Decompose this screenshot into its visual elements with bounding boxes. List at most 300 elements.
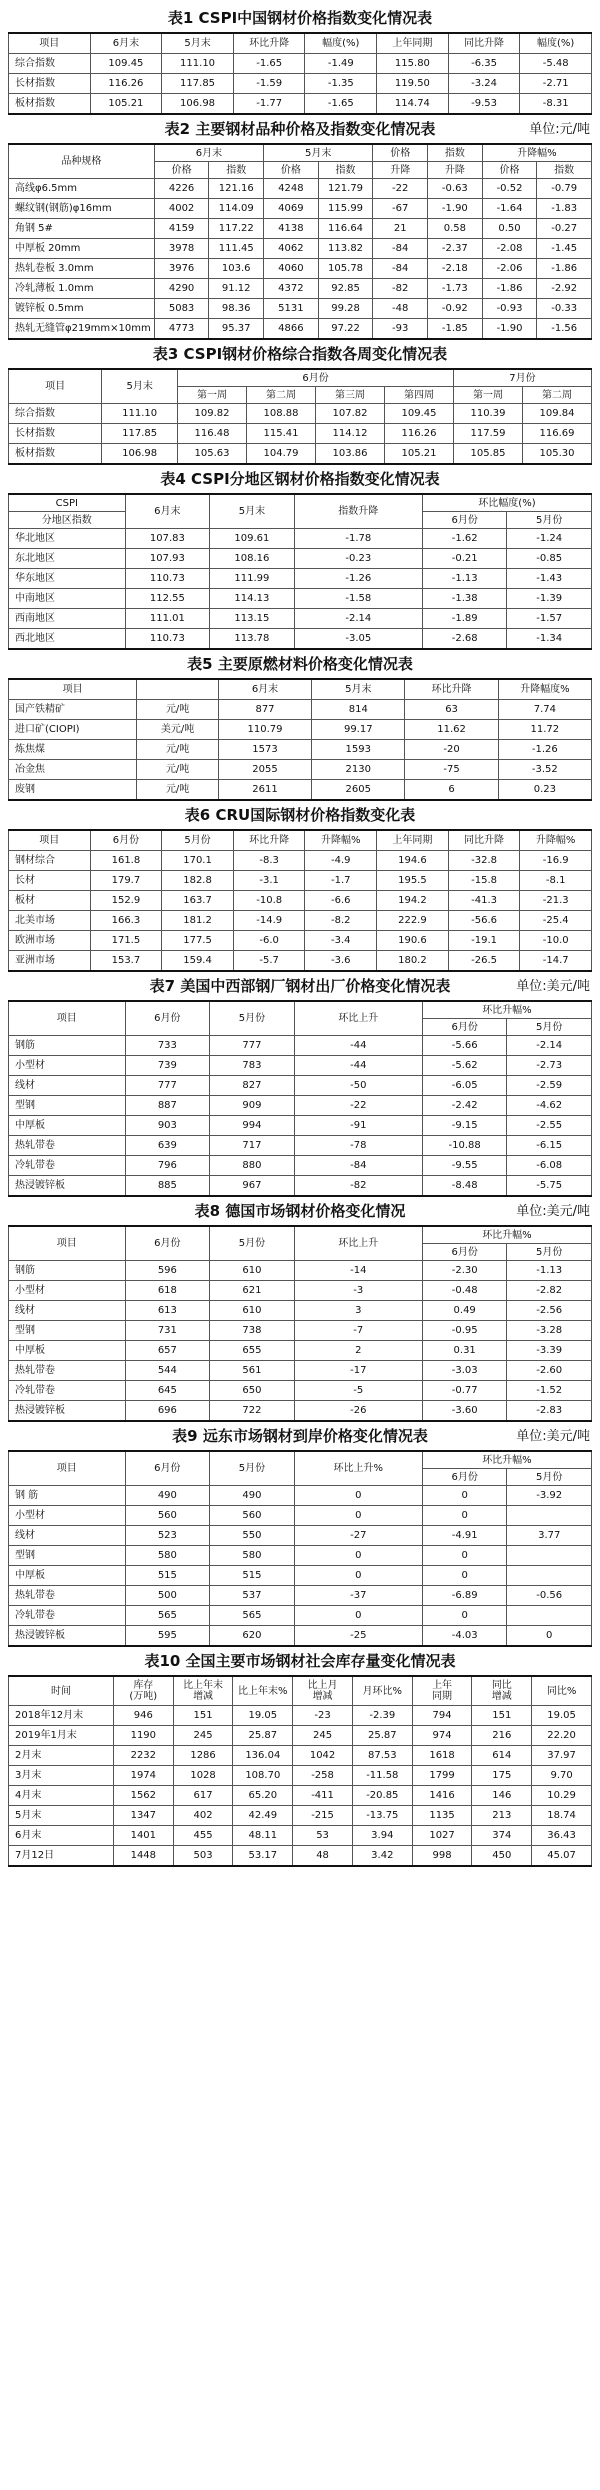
table-cell: 元/吨 (137, 700, 219, 720)
table-cell: -1.24 (507, 529, 592, 549)
table-cell: 3 (294, 1301, 422, 1321)
table-cell: -4.9 (305, 851, 377, 871)
table-cell: 4060 (264, 259, 319, 279)
row-label: 7月12日 (9, 1846, 114, 1867)
table-cell: -1.90 (428, 199, 483, 219)
table-cell: 116.48 (178, 424, 247, 444)
table-cell: 216 (472, 1726, 532, 1746)
table-cell: 3.94 (352, 1826, 412, 1846)
table-header-row: CSPI 6月末 5月末 指数升降 环比幅度(%) (9, 494, 592, 512)
table-cell: -258 (293, 1766, 353, 1786)
table-cell: -1.86 (482, 279, 537, 299)
table-cell: 152.9 (90, 891, 162, 911)
table-cell: -2.14 (294, 609, 422, 629)
table-cell: -1.35 (305, 74, 377, 94)
table-cell: -11.58 (352, 1766, 412, 1786)
row-label: 热轧带卷 (9, 1586, 126, 1606)
row-label: 小型材 (9, 1506, 126, 1526)
table-cell: 0 (422, 1566, 507, 1586)
table-row (9, 299, 592, 319)
table-row (9, 1321, 592, 1341)
row-label: 5月末 (9, 1806, 114, 1826)
table-cell: -0.56 (507, 1586, 592, 1606)
table-cell: 111.10 (162, 54, 234, 74)
table-cell: 136.04 (233, 1746, 293, 1766)
table-cell: 19.05 (532, 1706, 592, 1726)
table-cell: -1.86 (537, 259, 592, 279)
table-cell: 6 (405, 780, 498, 801)
table-cell: -48 (373, 299, 428, 319)
table-cell: 1027 (412, 1826, 472, 1846)
table-cell: 0 (422, 1546, 507, 1566)
table-cell: 503 (173, 1846, 233, 1867)
table-cell: -1.45 (537, 239, 592, 259)
table-row (9, 1301, 592, 1321)
table-cell: -2.08 (482, 239, 537, 259)
table-cell: -44 (294, 1036, 422, 1056)
table-cell: -2.30 (422, 1261, 507, 1281)
table-row (9, 529, 592, 549)
table-row (9, 891, 592, 911)
table-cell: -17 (294, 1361, 422, 1381)
table-cell: -3.52 (498, 760, 591, 780)
table-cell: 5083 (154, 299, 209, 319)
table-cell: 1042 (293, 1746, 353, 1766)
row-label: 进口矿(CIOPI) (9, 720, 137, 740)
table-cell: 4138 (264, 219, 319, 239)
table-row (9, 1766, 592, 1786)
row-label: 型钢 (9, 1546, 126, 1566)
table-cell: 108.88 (247, 404, 316, 424)
table-row (9, 1261, 592, 1281)
table-row (9, 239, 592, 259)
table-cell: 560 (210, 1506, 295, 1526)
table-cell: 113.82 (318, 239, 373, 259)
table-row (9, 780, 592, 801)
table-cell: 114.13 (210, 589, 295, 609)
table-cell: 107.82 (316, 404, 385, 424)
table-cell: -8.3 (233, 851, 305, 871)
table-cell: 515 (210, 1566, 295, 1586)
table-cell: 116.64 (318, 219, 373, 239)
table-row (9, 219, 592, 239)
table-cell: 777 (210, 1036, 295, 1056)
row-label: 中厚板 (9, 1116, 126, 1136)
table-cell: 146 (472, 1786, 532, 1806)
table-row (9, 74, 592, 94)
table-cell: 1593 (312, 740, 405, 760)
table-cell: 374 (472, 1826, 532, 1846)
table-cell: 114.74 (377, 94, 449, 115)
table-cell: -1.90 (482, 319, 537, 340)
table-header-row: 项目 5月末 6月份 7月份 (9, 369, 592, 387)
table-cell: -82 (294, 1176, 422, 1197)
table-cell: 105.30 (522, 444, 591, 465)
row-label: 型钢 (9, 1096, 126, 1116)
row-label: 热浸镀锌板 (9, 1626, 126, 1647)
table-row (9, 424, 592, 444)
table-row (9, 1136, 592, 1156)
table-cell: 115.41 (247, 424, 316, 444)
table-row (9, 404, 592, 424)
table-cell: -2.14 (507, 1036, 592, 1056)
row-label: 高线φ6.5mm (9, 179, 155, 199)
table1-title: 表1 CSPI中国钢材价格指数变化情况表 (167, 9, 433, 27)
row-label: 北美市场 (9, 911, 91, 931)
row-label: 板材指数 (9, 444, 102, 465)
table-cell: -1.78 (294, 529, 422, 549)
table-cell: 105.21 (90, 94, 162, 115)
table-row (9, 1281, 592, 1301)
table-cell: -8.31 (520, 94, 592, 115)
table-cell: 2605 (312, 780, 405, 801)
table-cell: 108.70 (233, 1766, 293, 1786)
table-cell: -2.06 (482, 259, 537, 279)
table-row (9, 1566, 592, 1586)
table-cell: 4290 (154, 279, 209, 299)
table-cell: -6.15 (507, 1136, 592, 1156)
table-cell: -3.4 (305, 931, 377, 951)
table-cell: -1.77 (233, 94, 305, 115)
table6-section (8, 805, 592, 972)
table-cell: 696 (125, 1401, 210, 1422)
table-cell: -6.89 (422, 1586, 507, 1606)
table-cell: 490 (210, 1486, 295, 1506)
table-cell: -5.62 (422, 1056, 507, 1076)
table-cell: 3.77 (507, 1526, 592, 1546)
table-cell: -5.48 (520, 54, 592, 74)
table-cell: 111.10 (102, 404, 178, 424)
table-cell: 113.15 (210, 609, 295, 629)
table-cell: 95.37 (209, 319, 264, 340)
table-cell: -2.71 (520, 74, 592, 94)
table10-section (8, 1651, 592, 1867)
table-row (9, 871, 592, 891)
table-cell: -1.59 (233, 74, 305, 94)
table1-section (8, 8, 592, 115)
table-row (9, 700, 592, 720)
table-cell: -10.88 (422, 1136, 507, 1156)
table-cell: 0.49 (422, 1301, 507, 1321)
table-cell: 565 (125, 1606, 210, 1626)
table-cell: -14.9 (233, 911, 305, 931)
table-cell: 91.12 (209, 279, 264, 299)
table9-section (8, 1426, 592, 1647)
row-label: 小型材 (9, 1056, 126, 1076)
row-label: 钢筋 (9, 1036, 126, 1056)
row-label: 板材指数 (9, 94, 91, 115)
row-label: 3月末 (9, 1766, 114, 1786)
row-label: 热轧卷板 3.0mm (9, 259, 155, 279)
table-cell: 116.69 (522, 424, 591, 444)
table-cell: 4159 (154, 219, 209, 239)
table-row (9, 951, 592, 972)
row-label: 欧洲市场 (9, 931, 91, 951)
table-cell: 179.7 (90, 871, 162, 891)
table-cell: 560 (125, 1506, 210, 1526)
table-cell: 650 (210, 1381, 295, 1401)
table-cell: -7 (294, 1321, 422, 1341)
table-row (9, 444, 592, 465)
row-label: 长材 (9, 871, 91, 891)
table-cell: -16.9 (520, 851, 592, 871)
table7-title: 表7 美国中西部钢厂钢材出厂价格变化情况表 单位:美元/吨 (149, 977, 590, 995)
table-cell: 515 (125, 1566, 210, 1586)
table-cell: 621 (210, 1281, 295, 1301)
table-cell: -93 (373, 319, 428, 340)
table-cell: 877 (218, 700, 311, 720)
table-cell: -19.1 (448, 931, 520, 951)
table-header-row: 项目 6月份 5月份 环比上升 环比升幅% (9, 1001, 592, 1019)
table-cell: 元/吨 (137, 740, 219, 760)
table-row (9, 1746, 592, 1766)
table-row (9, 1381, 592, 1401)
table-cell: 111.99 (210, 569, 295, 589)
table-cell: -2.92 (537, 279, 592, 299)
row-label: 冶金焦 (9, 760, 137, 780)
table-cell: 880 (210, 1156, 295, 1176)
table5 (8, 678, 592, 801)
row-label: 线材 (9, 1076, 126, 1096)
table-cell: 194.6 (377, 851, 449, 871)
table-cell: -3 (294, 1281, 422, 1301)
table-cell: 994 (210, 1116, 295, 1136)
table-cell: 974 (412, 1726, 472, 1746)
table6 (8, 829, 592, 972)
table-cell: 98.36 (209, 299, 264, 319)
table-cell: 18.74 (532, 1806, 592, 1826)
table-cell: 170.1 (162, 851, 234, 871)
table-cell: 4069 (264, 199, 319, 219)
table-cell: -0.21 (422, 549, 507, 569)
row-label: 西南地区 (9, 609, 126, 629)
table1 (8, 32, 592, 115)
table-cell: -1.43 (507, 569, 592, 589)
table-cell: 109.82 (178, 404, 247, 424)
table-cell: 450 (472, 1846, 532, 1867)
table-cell: 3978 (154, 239, 209, 259)
table-cell: 565 (210, 1606, 295, 1626)
table-row (9, 1726, 592, 1746)
table-cell: -6.08 (507, 1156, 592, 1176)
table-cell (507, 1506, 592, 1526)
table-cell: 4002 (154, 199, 209, 219)
table-row (9, 94, 592, 115)
table-cell: 181.2 (162, 911, 234, 931)
table-cell: 3976 (154, 259, 209, 279)
table-cell: 117.85 (162, 74, 234, 94)
table4 (8, 493, 592, 650)
table-cell: -4.62 (507, 1096, 592, 1116)
table-cell: 53 (293, 1826, 353, 1846)
table-cell: 500 (125, 1586, 210, 1606)
table-header-row: 品种规格 6月末 5月末 价格 指数 升降幅% (9, 144, 592, 162)
table-cell: -0.95 (422, 1321, 507, 1341)
table-row (9, 1096, 592, 1116)
table-cell: 159.4 (162, 951, 234, 972)
table-cell: -1.13 (507, 1261, 592, 1281)
table9-unit: 单位:美元/吨 (516, 1429, 590, 1444)
table5-section (8, 654, 592, 801)
table-cell: -1.13 (422, 569, 507, 589)
table-cell: 1573 (218, 740, 311, 760)
table-cell: -1.65 (233, 54, 305, 74)
table-cell: -2.60 (507, 1361, 592, 1381)
table-cell: -75 (405, 760, 498, 780)
table-cell: 元/吨 (137, 780, 219, 801)
table-cell: -26.5 (448, 951, 520, 972)
table-cell: -3.60 (422, 1401, 507, 1422)
table-cell: 元/吨 (137, 760, 219, 780)
table-cell: 2 (294, 1341, 422, 1361)
table-header-row: 项目 6月份 5月份 环比上升 环比升幅% (9, 1226, 592, 1244)
row-label: 冷轧带卷 (9, 1381, 126, 1401)
table-cell: 1416 (412, 1786, 472, 1806)
table-cell: -3.1 (233, 871, 305, 891)
table-cell: 99.17 (312, 720, 405, 740)
table-cell: 11.72 (498, 720, 591, 740)
table-cell: -0.33 (537, 299, 592, 319)
table-cell: 0 (294, 1506, 422, 1526)
table-cell: -78 (294, 1136, 422, 1156)
table-cell: 245 (173, 1726, 233, 1746)
table-cell: 909 (210, 1096, 295, 1116)
table-cell: 645 (125, 1381, 210, 1401)
row-label: 热浸镀锌板 (9, 1176, 126, 1197)
row-label: 亚洲市场 (9, 951, 91, 972)
table6-title: 表6 CRU国际钢材价格指数变化表 (184, 806, 416, 824)
table-cell: -22 (294, 1096, 422, 1116)
table10-title: 表10 全国主要市场钢材社会库存量变化情况表 (144, 1652, 456, 1670)
table8-title: 表8 德国市场钢材价格变化情况 单位:美元/吨 (194, 1202, 590, 1220)
table-cell: -0.63 (428, 179, 483, 199)
table-cell: 550 (210, 1526, 295, 1546)
row-label: 钢 筋 (9, 1486, 126, 1506)
table10 (8, 1675, 592, 1867)
table-cell: -1.57 (507, 609, 592, 629)
table-cell: -84 (294, 1156, 422, 1176)
row-label: 西北地区 (9, 629, 126, 650)
table-cell: 美元/吨 (137, 720, 219, 740)
row-label: 螺纹钢(钢筋)φ16mm (9, 199, 155, 219)
table-cell: -6.35 (448, 54, 520, 74)
table-cell: -2.82 (507, 1281, 592, 1301)
table-row (9, 1586, 592, 1606)
table-header-row: 第一周 第二周 第三周 第四周 第一周 第二周 (9, 387, 592, 404)
table-cell: 99.28 (318, 299, 373, 319)
table-cell: -0.77 (422, 1381, 507, 1401)
row-label: 4月末 (9, 1786, 114, 1806)
table-cell: 618 (125, 1281, 210, 1301)
table-cell: 4062 (264, 239, 319, 259)
table-cell: 544 (125, 1361, 210, 1381)
table-header-row: 项目 6月末 5月末 环比升降 幅度(%) 上年同期 同比升降 幅度(%) (9, 33, 592, 54)
table-cell: -10.8 (233, 891, 305, 911)
table-header-row: 项目 6月份 5月份 环比升降 升降幅% 上年同期 同比升降 升降幅% (9, 830, 592, 851)
table-cell: 0 (294, 1486, 422, 1506)
table-cell: -1.58 (294, 589, 422, 609)
table-cell: -15.8 (448, 871, 520, 891)
table-row (9, 1076, 592, 1096)
table-cell: -6.05 (422, 1076, 507, 1096)
table-cell: 0.50 (482, 219, 537, 239)
table-cell: 114.12 (316, 424, 385, 444)
table-cell: 110.73 (125, 569, 210, 589)
table-cell: 0 (294, 1546, 422, 1566)
table4-section (8, 469, 592, 650)
row-label: 长材指数 (9, 74, 91, 94)
table-cell: 180.2 (377, 951, 449, 972)
table-cell: -14.7 (520, 951, 592, 972)
table-cell: 731 (125, 1321, 210, 1341)
table-cell: 48.11 (233, 1826, 293, 1846)
table-row (9, 179, 592, 199)
table-cell: 222.9 (377, 911, 449, 931)
table-cell: 108.16 (210, 549, 295, 569)
table-cell: -1.83 (537, 199, 592, 219)
table-cell: 9.70 (532, 1766, 592, 1786)
table-cell: 175 (472, 1766, 532, 1786)
table-header-row: 项目 6月份 5月份 环比上升% 环比升幅% (9, 1451, 592, 1469)
table-cell: -20.85 (352, 1786, 412, 1806)
table-row (9, 1506, 592, 1526)
table-cell: -9.53 (448, 94, 520, 115)
table-cell: 887 (125, 1096, 210, 1116)
table-cell: 827 (210, 1076, 295, 1096)
row-label: 2月末 (9, 1746, 114, 1766)
table-cell: -3.39 (507, 1341, 592, 1361)
table-row (9, 911, 592, 931)
row-label: 综合指数 (9, 54, 91, 74)
table-cell: 5131 (264, 299, 319, 319)
table-cell: 116.26 (385, 424, 454, 444)
table-cell: 596 (125, 1261, 210, 1281)
row-label: 热轧带卷 (9, 1361, 126, 1381)
table-cell: 1028 (173, 1766, 233, 1786)
table-cell: 25.87 (352, 1726, 412, 1746)
table-cell: 0 (294, 1566, 422, 1586)
table-row (9, 1546, 592, 1566)
table-cell: -1.26 (498, 740, 591, 760)
table-cell: 946 (113, 1706, 173, 1726)
table-cell: -6.0 (233, 931, 305, 951)
table-row (9, 1056, 592, 1076)
table-cell: 105.85 (453, 444, 522, 465)
table-cell: 106.98 (162, 94, 234, 115)
table-cell: 885 (125, 1176, 210, 1197)
table-row (9, 760, 592, 780)
row-label: 综合指数 (9, 404, 102, 424)
table4-title: 表4 CSPI分地区钢材价格指数变化情况表 (160, 470, 440, 488)
table-cell: -1.34 (507, 629, 592, 650)
table-row (9, 1156, 592, 1176)
table-cell: 111.45 (209, 239, 264, 259)
table-cell: -9.15 (422, 1116, 507, 1136)
table-cell: 194.2 (377, 891, 449, 911)
table-cell: -3.28 (507, 1321, 592, 1341)
table-cell: -0.23 (294, 549, 422, 569)
table-cell: -2.18 (428, 259, 483, 279)
table-cell: -26 (294, 1401, 422, 1422)
table-header-row: 价格 指数 价格 指数 升降 升降 价格 指数 (9, 162, 592, 179)
table-cell: 0 (422, 1486, 507, 1506)
row-label: 东北地区 (9, 549, 126, 569)
table-header-row: 时间 库存 (万吨) 比上年末 增减 比上年末% 比上月 增减 月环比% 上年 同期 同比 增减 同比% (9, 1676, 592, 1706)
table-cell: 21 (373, 219, 428, 239)
table-cell: 153.7 (90, 951, 162, 972)
table-cell: -1.64 (482, 199, 537, 219)
table-cell: -1.85 (428, 319, 483, 340)
